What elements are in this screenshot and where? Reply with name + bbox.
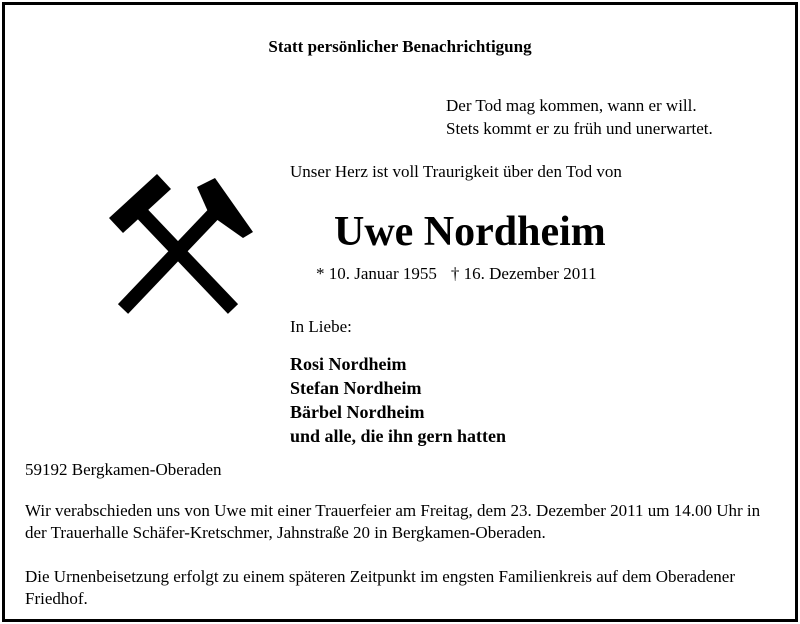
deceased-name: Uwe Nordheim <box>334 209 606 255</box>
mourner-name: Rosi Nordheim <box>290 354 407 374</box>
life-dates <box>316 264 597 284</box>
mourners-list <box>290 352 506 448</box>
death-date: † 16. Dezember 2011 <box>450 264 597 283</box>
obituary-notice <box>2 2 798 622</box>
motto-line-1: Der Tod mag kommen, wann er will. <box>446 96 697 115</box>
burial-paragraph: Die Urnenbeisetzung erfolgt zu einem späteren Zeitpunkt im engsten Familienkreis auf dem Oberadener Friedhof. <box>25 567 735 608</box>
birth-date: * 10. Januar 1955 <box>316 264 437 283</box>
mourner-name: Stefan Nordheim <box>290 378 422 398</box>
place-line: 59192 Bergkamen-Oberaden <box>25 460 222 479</box>
motto-quote <box>446 94 713 140</box>
in-love-label: In Liebe: <box>290 317 352 336</box>
hammer-and-pick-icon <box>105 170 255 325</box>
intro-text: Unser Herz ist voll Traurigkeit über den Tod von <box>290 162 622 181</box>
mourner-name: und alle, die ihn gern hatten <box>290 426 507 446</box>
motto-line-2: Stets kommt er zu früh und unerwartet. <box>446 119 713 138</box>
notice-heading: Statt persönlicher Benachrichtigung <box>268 37 532 56</box>
mourner-name: Bärbel Nordheim <box>290 402 425 422</box>
ceremony-paragraph: Wir verabschieden uns von Uwe mit einer Trauerfeier am Freitag, dem 23. Dezember 2011 um 14.00 Uhr in der Trauerhalle Schäfer-Kretschmer, Jahnstraße 20 in Bergkamen-Oberaden. <box>25 501 761 542</box>
